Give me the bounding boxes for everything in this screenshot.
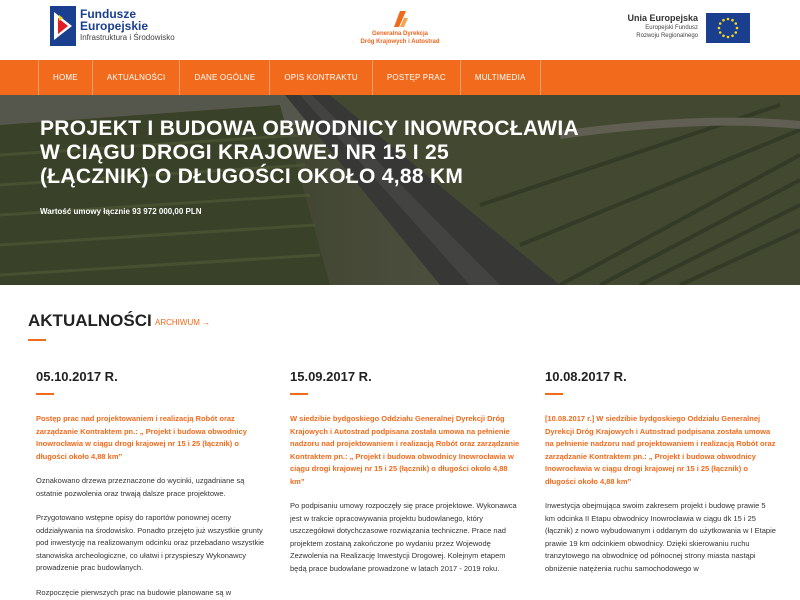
nav-opis-kontraktu[interactable]: OPIS KONTRAKTU: [270, 60, 372, 95]
site-header: [0, 0, 800, 60]
fe-line3: Infrastruktura i Środowisko: [80, 33, 175, 42]
nav-home[interactable]: HOME: [39, 60, 93, 95]
article-paragraph: Rozpoczęcie pierwszych prac na budowie planowane są w: [36, 587, 232, 597]
title-line-3: (ŁĄCZNIK) O DŁUGOŚCI OKOŁO 4,88 KM: [40, 165, 464, 188]
article-date: 05.10.2017 R.: [36, 369, 118, 384]
eu-flag-icon: [706, 13, 750, 43]
date-underline: [545, 393, 563, 395]
gddkia-logo[interactable]: [345, 10, 455, 50]
ue-line2: Europejski Fundusz: [645, 25, 698, 31]
fe-line2: Europejskie: [80, 19, 149, 33]
fundusze-europejskie-logo[interactable]: [50, 6, 200, 50]
ue-line1: Unia Europejska: [627, 13, 698, 23]
nav-aktualnosci[interactable]: AKTUALNOŚCI: [93, 60, 181, 95]
date-underline: [36, 393, 54, 395]
news-article: [545, 369, 777, 575]
hero-banner: [0, 95, 800, 285]
news-article: [290, 369, 522, 575]
article-lead-link[interactable]: [10.08.2017 r.] W siedzibie bydgoskiego Oddziału Generalnej Dyrekcji Dróg Krajowych i Autostrad podpisana została umowa na pełnienie nadzoru nad projektowaniem i realizacją Robót oraz zarządzanie Kontraktem pn.: „ Projekt i budowa obwodnicy Inowrocławia w ciągu drogi krajowej nr 15 i 25 (łącznik) o długości około 4,88 km”: [545, 414, 776, 486]
article-date: 15.09.2017 R.: [290, 369, 372, 384]
section-underline: [28, 339, 46, 341]
nav-dane-ogolne[interactable]: DANE OGÓLNE: [180, 60, 270, 95]
contract-value: Wartość umowy łącznie 93 972 000,00 PLN: [40, 207, 202, 216]
article-paragraph: Po podpisaniu umowy rozpoczęły się prace projektowe. Wykonawca jest w trakcie opracowywania projektu budowlanego, który uszczegółowi dotychczasowe rozwiązania techniczne. Prace nad projektem zostaną zakończone po wydaniu przez Wojewodę Zezwolenia na Realizację Inwestycji Drogowej. Kolejnym etapem będą prace budowlane prowadzone w latach 2017 - 2019 roku.: [290, 501, 517, 573]
gddkia-road-icon: [391, 10, 409, 28]
article-paragraph: Inwestycja obejmująca swoim zakresem projekt i budowę prawie 5 km odcinka II Etapu obwodnicy Inowrocławia w ciągu dk 15 i 25 (łącznik) z nowo wybudowanym i oddanym do użytkowania w I Etapie prawie 19 km odcinkiem obwodnicy. Dzięki skierowaniu ruchu tranzytowego na obwodnicę od północnej strony miasta nastąpi obniżenie natężenia ruchu samochodowego w: [545, 501, 776, 573]
article-paragraph: Oznakowano drzewa przeznaczone do wycinki, uzgadniane są ostatnie pozwolenia oraz trwają dalsze prace projektowe.: [36, 476, 245, 498]
news-article: [36, 369, 268, 599]
nav-postep-prac[interactable]: POSTĘP PRAC: [373, 60, 461, 95]
unia-europejska-logo[interactable]: [600, 12, 750, 48]
page-title: [40, 117, 660, 189]
main-nav: [0, 60, 800, 95]
title-line-1: PROJEKT I BUDOWA OBWODNICY INOWROCŁAWIA: [40, 117, 580, 140]
gddkia-line1: Generalna Dyrekcja: [371, 31, 429, 37]
archive-link[interactable]: ARCHIWUM →: [155, 318, 211, 327]
ue-line3: Rozwoju Regionalnego: [636, 33, 698, 39]
gddkia-line2: Dróg Krajowych i Autostrad: [360, 39, 440, 45]
article-lead-link[interactable]: W siedzibie bydgoskiego Oddziału Generalnej Dyrekcji Dróg Krajowych i Autostrad podpisana została umowa na pełnienie nadzoru nad projektowaniem i realizacją Robót oraz zarządzanie Kontraktem pn.: „ Projekt i budowa obwodnicy Inowrocławia w ciągu drogi krajowej nr 15 i 25 (łącznik) o długości około 4,88 km”: [290, 414, 520, 486]
title-line-2: W CIĄGU DROGI KRAJOWEJ NR 15 I 25: [40, 141, 449, 164]
fe-line1: Fundusze: [80, 7, 136, 21]
article-date: 10.08.2017 R.: [545, 369, 627, 384]
date-underline: [290, 393, 308, 395]
nav-multimedia[interactable]: MULTIMEDIA: [461, 60, 541, 95]
fundusze-flag-icon: [50, 6, 76, 46]
news-section-title: AKTUALNOŚCI: [28, 311, 152, 330]
article-lead-link[interactable]: Postęp prac nad projektowaniem i realizacją Robót oraz zarządzanie Kontraktem pn.: „ Projekt i budowa obwodnicy Inowrocławia w ciągu drogi krajowej nr 15 i 25 (łącznik) o długości około 4,88 km”: [36, 414, 247, 461]
article-paragraph: Przygotowano wstępne opisy do raportów ponownej oceny oddziaływania na środowisko. Ponadto przejęto już wszystkie grunty pod inwestycję na realizowanym odcinku oraz przebadano wszystkie stanowiska archeologiczne, co ułatwi i przyspieszy Wykonawcy prowadzenie prac budowlanych.: [36, 513, 265, 572]
